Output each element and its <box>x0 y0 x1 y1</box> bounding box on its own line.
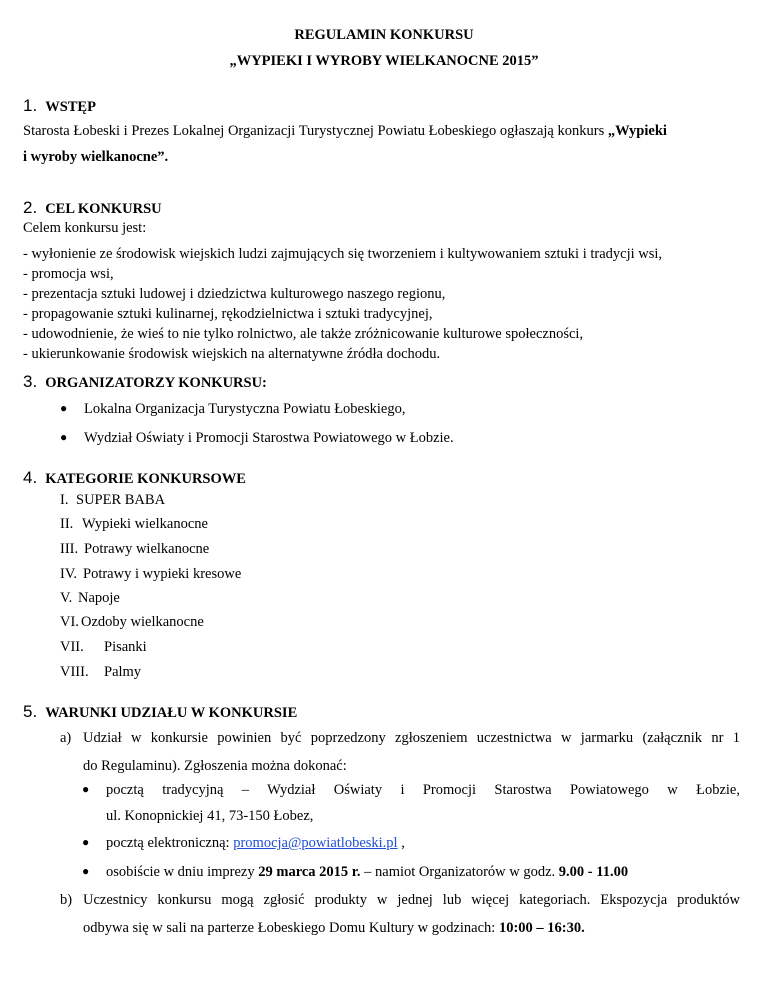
intro-text: Starosta Łobeski i Prezes Lokalnej Organizacji Turystycznej Powiatu Łobeskiego ogłaszają konkurs <box>23 123 608 139</box>
section-number: 1. <box>23 96 38 115</box>
category-item: VI. Ozdoby wielkanocne <box>60 614 204 630</box>
section-number: 4. <box>23 468 38 487</box>
event-date: 29 marca 2015 r. <box>258 864 361 880</box>
condition-a: a) Udział w konkursie powinien być poprzedzony zgłoszeniem uczestnictwa w jarmarku (załącznik nr 1 do Regulaminu). Zgłoszenia można dokonać: <box>60 724 740 780</box>
category-item: V. Napoje <box>60 590 120 606</box>
category-item: II. Wypieki wielkanocne <box>60 516 208 532</box>
goal-item: - prezentacja sztuki ludowej i dziedzictwa kulturowego naszego regionu, <box>23 286 446 302</box>
contest-name-part2: i wyroby wielkanocne”. <box>23 149 169 165</box>
organizer-item: ● Wydział Oświaty i Promocji Starostwa Powiatowego w Łobzie. <box>60 430 454 446</box>
submission-method-personal: ● osobiście w dniu imprezy 29 marca 2015 r. – namiot Organizatorów w godz. 9.00 - 11.00 <box>82 864 629 880</box>
section-title: WSTĘP <box>45 99 96 115</box>
goals-lead: Celem konkursu jest: <box>23 220 147 236</box>
document-title-line2: „WYPIEKI I WYROBY WIELKANOCNE 2015” <box>229 53 539 69</box>
submission-hours: 9.00 - 11.00 <box>558 864 629 880</box>
condition-b: b) Uczestnicy konkursu mogą zgłosić produkty w jednej lub więcej kategoriach. Ekspozycja produktów odbywa się w sali na parterze Łobeskiego Domu Kultury w godzinach: 10:00 – 16:30. <box>60 886 740 942</box>
category-item: VIII. Palmy <box>60 664 142 680</box>
section-number: 5. <box>23 702 38 721</box>
goal-item: - ukierunkowanie środowisk wiejskich na alternatywne źródła dochodu. <box>23 346 441 362</box>
section-heading-goal <box>23 198 162 218</box>
section-heading-conditions <box>23 702 297 722</box>
condition-letter: a) <box>60 730 72 746</box>
goal-item: - propagowanie sztuki kulinarnej, rękodzielnictwa i sztuki tradycyjnej, <box>23 306 433 322</box>
exhibition-hours: 10:00 – 16:30. <box>498 920 585 936</box>
category-item: IV. Potrawy i wypieki kresowe <box>60 566 242 582</box>
section-title: CEL KONKURSU <box>45 201 162 217</box>
goal-item: - promocja wsi, <box>23 266 114 282</box>
document-title-line1: REGULAMIN KONKURSU <box>294 27 474 43</box>
condition-letter: b) <box>60 892 73 908</box>
category-item: VII. Pisanki <box>60 639 147 655</box>
bullet-icon: ● <box>82 864 90 878</box>
section-heading-intro <box>23 96 96 116</box>
organizer-item: ● Lokalna Organizacja Turystyczna Powiatu Łobeskiego, <box>60 401 406 417</box>
category-item: I. SUPER BABA <box>60 492 166 508</box>
post-address: ul. Konopnickiej 41, 73-150 Łobez, <box>106 808 314 824</box>
contest-name-part1: „Wypieki <box>607 123 667 139</box>
section-title: KATEGORIE KONKURSOWE <box>45 471 246 487</box>
section-number: 3. <box>23 372 38 391</box>
section-title: ORGANIZATORZY KONKURSU: <box>45 375 267 391</box>
section-heading-categories <box>23 468 246 488</box>
submission-method-post: ● pocztą tradycyjną – Wydział Oświaty i Promocji Starostwa Powiatowego w Łobzie, <box>82 782 740 798</box>
goal-item: - wyłonienie ze środowisk wiejskich ludzi zajmujących się tworzeniem i kultywowaniem sztuki i tradycji wsi, <box>23 246 663 262</box>
intro-paragraph <box>23 118 740 170</box>
bullet-icon: ● <box>60 430 68 444</box>
section-number: 2. <box>23 198 38 217</box>
submission-method-email: ● pocztą elektroniczną: promocja@powiatlobeski.pl , <box>82 835 405 851</box>
section-title: WARUNKI UDZIAŁU W KONKURSIE <box>45 705 298 721</box>
email-link[interactable]: promocja@powiatlobeski.pl <box>233 835 398 851</box>
bullet-icon: ● <box>82 782 90 796</box>
goal-item: - udowodnienie, że wieś to nie tylko rolnictwo, ale także zróżnicowanie kulturowe społeczności, <box>23 326 584 342</box>
section-heading-organizers <box>23 372 267 392</box>
category-item: III. Potrawy wielkanocne <box>60 541 210 557</box>
bullet-icon: ● <box>82 835 90 849</box>
bullet-icon: ● <box>60 401 68 415</box>
